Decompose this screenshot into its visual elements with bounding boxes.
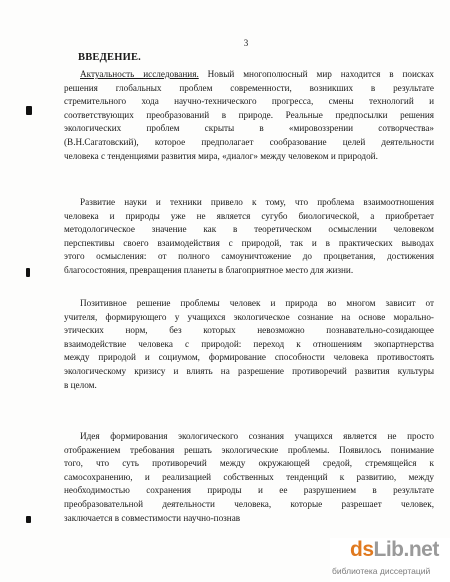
paragraph-relevance (64, 68, 434, 163)
logo-prefix: ds (350, 538, 374, 561)
page-number: 3 (243, 38, 249, 48)
paragraph-science (64, 196, 434, 278)
text-line: человека и природы уже не является сугубо биологической, а приобретает (64, 210, 434, 221)
dslib-logo (350, 538, 439, 562)
paragraph-teacher (64, 297, 434, 392)
logo-main: Lib.net (373, 538, 439, 561)
text-line (64, 68, 434, 82)
text-line: перспективы своего взаимодействия с природой, так и в практических выводах (64, 237, 434, 248)
text-line: благосостояния, превращения планеты в благоприятное место для жизни. (64, 264, 354, 275)
text-line: преобразовательной деятельности человека, которые разрешает человек, (64, 498, 434, 509)
text-line: этических норм, без которых невозможно познавательно-созидающее (64, 325, 434, 336)
text-line: Развитие науки и техники привело к тому, что проблема взаимоотношения (80, 197, 434, 207)
text-line: решения глобальных проблем современности, возникших в результате (64, 82, 434, 93)
text-line: экологическому кризису и влиять на разрешение противоречий развития культуры (64, 365, 434, 376)
text-line: человека с тенденциями развития мира, «диалог» между человеком и природой. (64, 150, 378, 161)
watermark-subtitle: библиотека диссертаций (332, 566, 431, 576)
text-line: этого осмысления: от полного самоуничтожение до процветания, достижения (64, 251, 434, 262)
text-line: отображением требования решать экологические проблемы. Появилось понимание (64, 444, 434, 455)
section-heading: ВВЕДЕНИЕ. (78, 52, 142, 63)
text-line: необходимостью сохранения природы и ее разрушением в результате (64, 485, 434, 496)
scan-margin-mark (26, 106, 32, 115)
underlined-lead: Актуальность исследования. (80, 69, 199, 79)
text-line: между природой и социумом, формирование способности человека противостоять (64, 352, 434, 363)
paragraph-ecological-consciousness (64, 430, 434, 525)
text-run: Новый многополюсный мир находится в поисках (198, 69, 434, 79)
text-line: Позитивное решение проблемы человек и природа во многом зависит от (80, 298, 434, 308)
text-line: соответствующих преобразований в природе. Реальные предпосылки решения (64, 109, 434, 120)
text-line: Идея формирования экологического сознания учащихся является не просто (80, 431, 434, 441)
text-line: учителя, формирующего у учащихся экологическое сознание на основе морально- (64, 311, 434, 322)
text-line: методологическое значение как в теоретическом осмыслении человеком (64, 224, 434, 235)
text-line: в целом. (64, 379, 97, 390)
scan-margin-mark (26, 268, 30, 277)
text-line: экологических проблем скрыты в «мировоззрении сотворчества» (64, 123, 434, 134)
text-line: заключается в совместимости научно-познав (64, 512, 241, 523)
text-line: того, что суть противоречий между окружающей средой, стремящейся к (64, 458, 434, 469)
text-line: (В.Н.Сагатовский), которое предполагает сообразование целей деятельности (64, 136, 434, 147)
text-line: взаимодействие человека с природой: переход к отношениям экопартнерства (64, 338, 434, 349)
scan-margin-mark (26, 516, 31, 523)
text-line: стремительного хода научно-технического прогресса, смены технологий и (64, 96, 434, 107)
text-line: самосохранению, и реализацией собственных тенденций к развитию, между (64, 471, 434, 482)
dslib-watermark[interactable] (330, 538, 450, 582)
